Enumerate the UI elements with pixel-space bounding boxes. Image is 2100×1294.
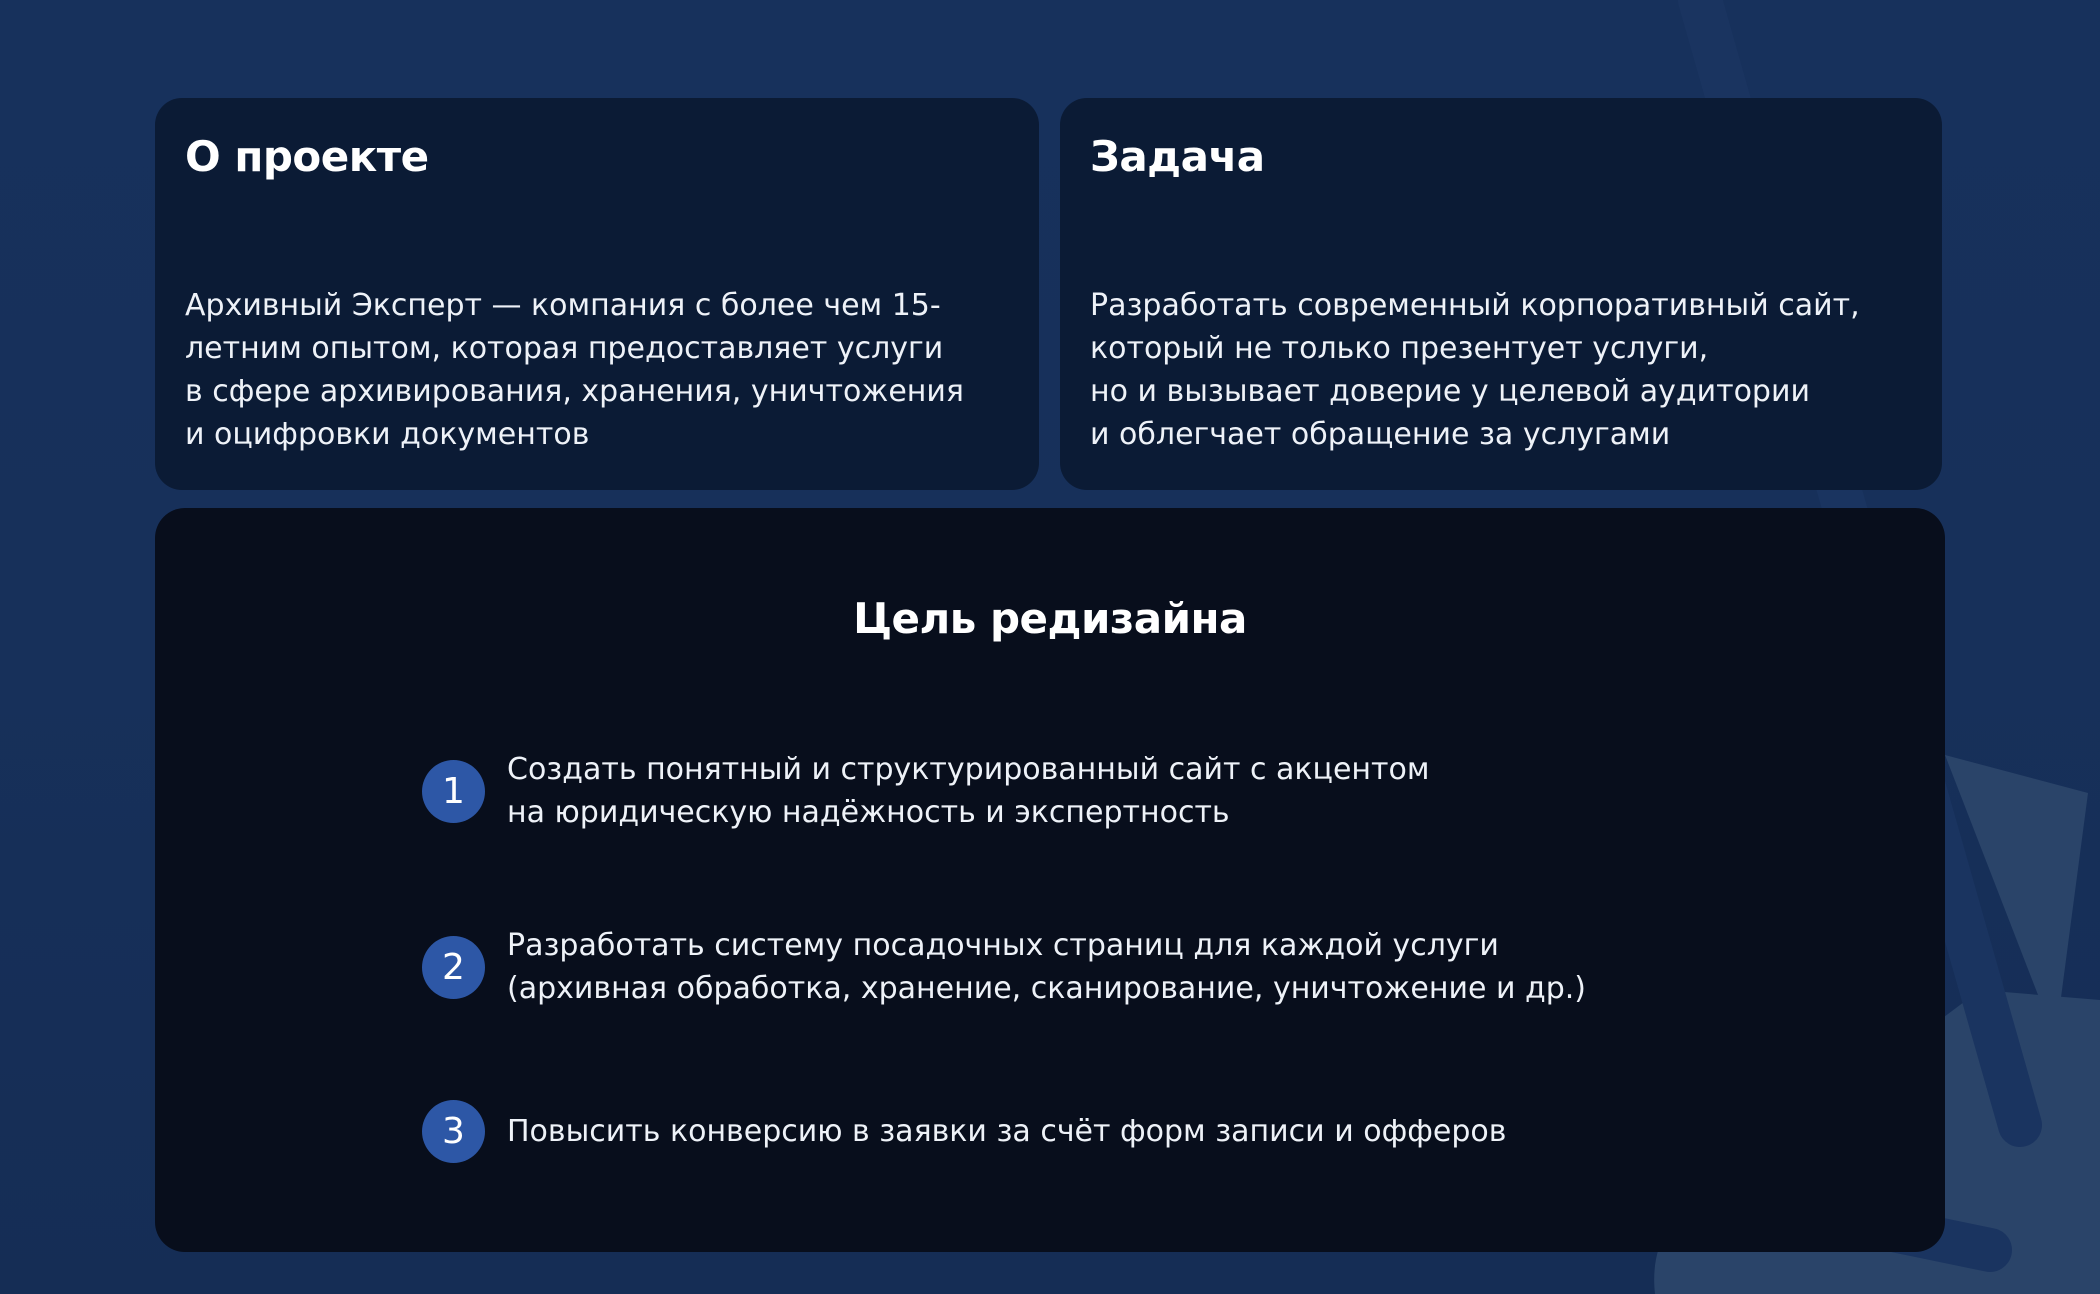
goal-number-badge: 3 [422, 1100, 485, 1163]
goal-number-badge: 2 [422, 936, 485, 999]
about-title: О проекте [185, 132, 429, 181]
about-card [155, 98, 1039, 490]
task-title: Задача [1090, 132, 1265, 181]
task-text: Разработать современный корпоративный сайт, который не только презентует услуги, но и вызывает доверие у целевой аудитории и облегчает обращение за услугами [1090, 288, 1860, 452]
goal-item [422, 924, 1586, 1010]
about-text: Архивный Эксперт — компания с более чем 15- летним опытом, которая предоставляет услуги в сфере архивирования, хранения, уничтожения и оцифровки документов [185, 288, 964, 452]
task-card [1060, 98, 1942, 490]
goal-title: Цель редизайна [853, 594, 1247, 643]
goal-card [155, 508, 1945, 1252]
goal-number-badge: 1 [422, 760, 485, 823]
goal-item [422, 748, 1430, 834]
goal-text: Создать понятный и структурированный сайт с акцентом на юридическую надёжность и экспертность [507, 752, 1430, 830]
goal-text: Повысить конверсию в заявки за счёт форм записи и офферов [507, 1114, 1507, 1149]
goal-text: Разработать систему посадочных страниц для каждой услуги (архивная обработка, хранение, сканирование, уничтожение и др.) [507, 928, 1587, 1006]
goal-item [422, 1100, 1506, 1163]
